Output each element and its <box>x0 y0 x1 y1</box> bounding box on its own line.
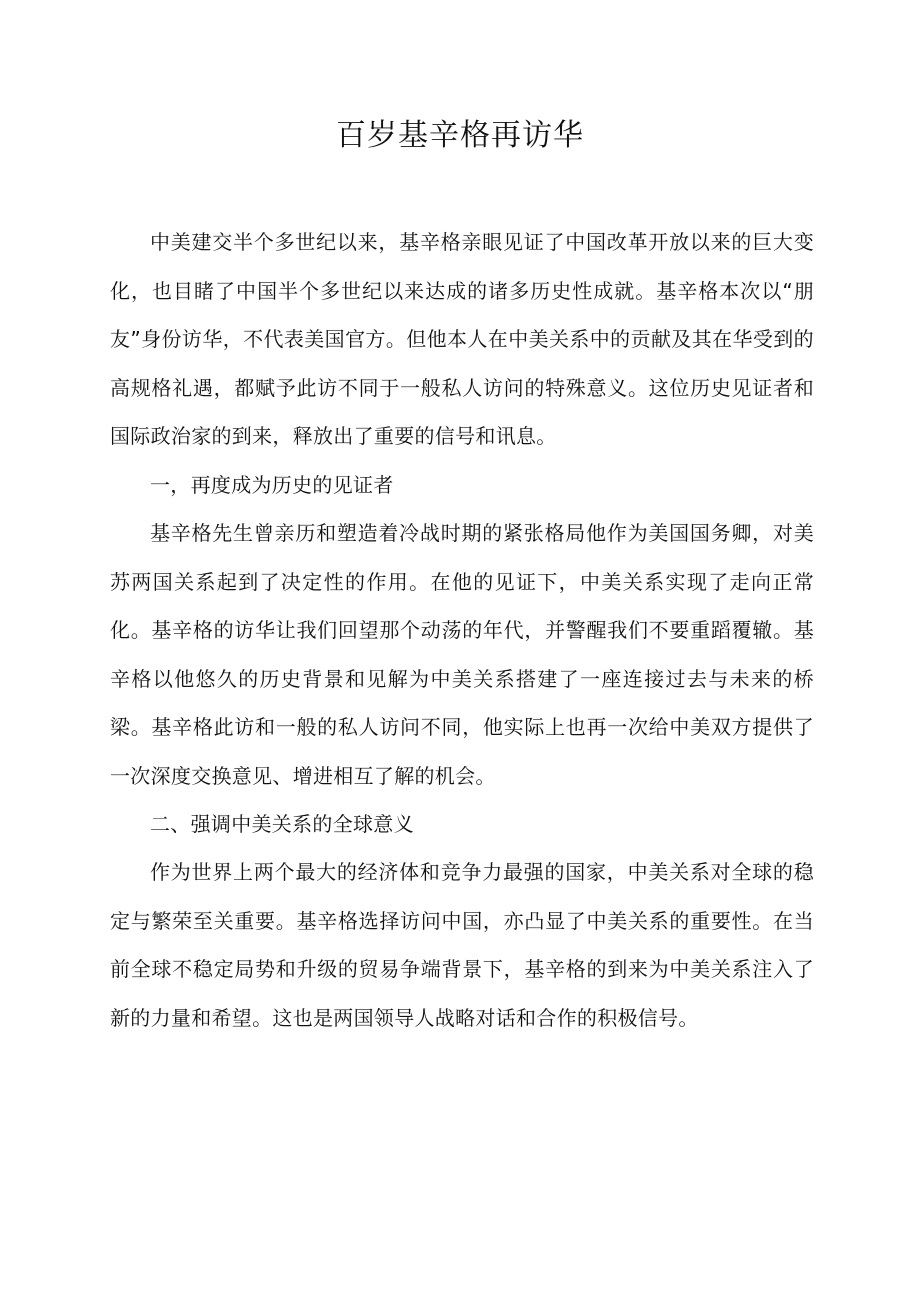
paragraph-intro: 中美建交半个多世纪以来，基辛格亲眼见证了中国改革开放以来的巨大变化，也目睹了中国半个多世纪以来达成的诸多历史性成就。基辛格本次以“朋友”身份访华，不代表美国官方。但他本人在中美关系中的贡献及其在华受到的高规格礼遇，都赋予此访不同于一般私人访问的特殊意义。这位历史见证者和国际政治家的到来，释放出了重要的信号和讯息。 <box>110 230 814 448</box>
paragraph-section-2: 作为世界上两个最大的经济体和竞争力最强的国家，中美关系对全球的稳定与繁荣至关重要。基辛格选择访问中国，亦凸显了中美关系的重要性。在当前全球不稳定局势和升级的贸易争端背景下，基辛格的到来为中美关系注入了新的力量和希望。这也是两国领导人战略对话和合作的积极信号。 <box>110 860 814 1030</box>
section-heading-2: 二、强调中美关系的全球意义 <box>150 812 414 836</box>
paragraph-section-1: 基辛格先生曾亲历和塑造着冷战时期的紧张格局他作为美国国务卿，对美苏两国关系起到了决定性的作用。在他的见证下，中美关系实现了走向正常化。基辛格的访华让我们回望那个动荡的年代，并警醒我们不要重蹈覆辙。基辛格以他悠久的历史背景和见解为中美关系搭建了一座连接过去与未来的桥梁。基辛格此访和一般的私人访问不同，他实际上也再一次给中美双方提供了一次深度交换意见、增进相互了解的机会。 <box>110 521 814 788</box>
document-title: 百岁基辛格再访华 <box>336 118 584 153</box>
section-heading-1: 一，再度成为历史的见证者 <box>150 473 394 497</box>
